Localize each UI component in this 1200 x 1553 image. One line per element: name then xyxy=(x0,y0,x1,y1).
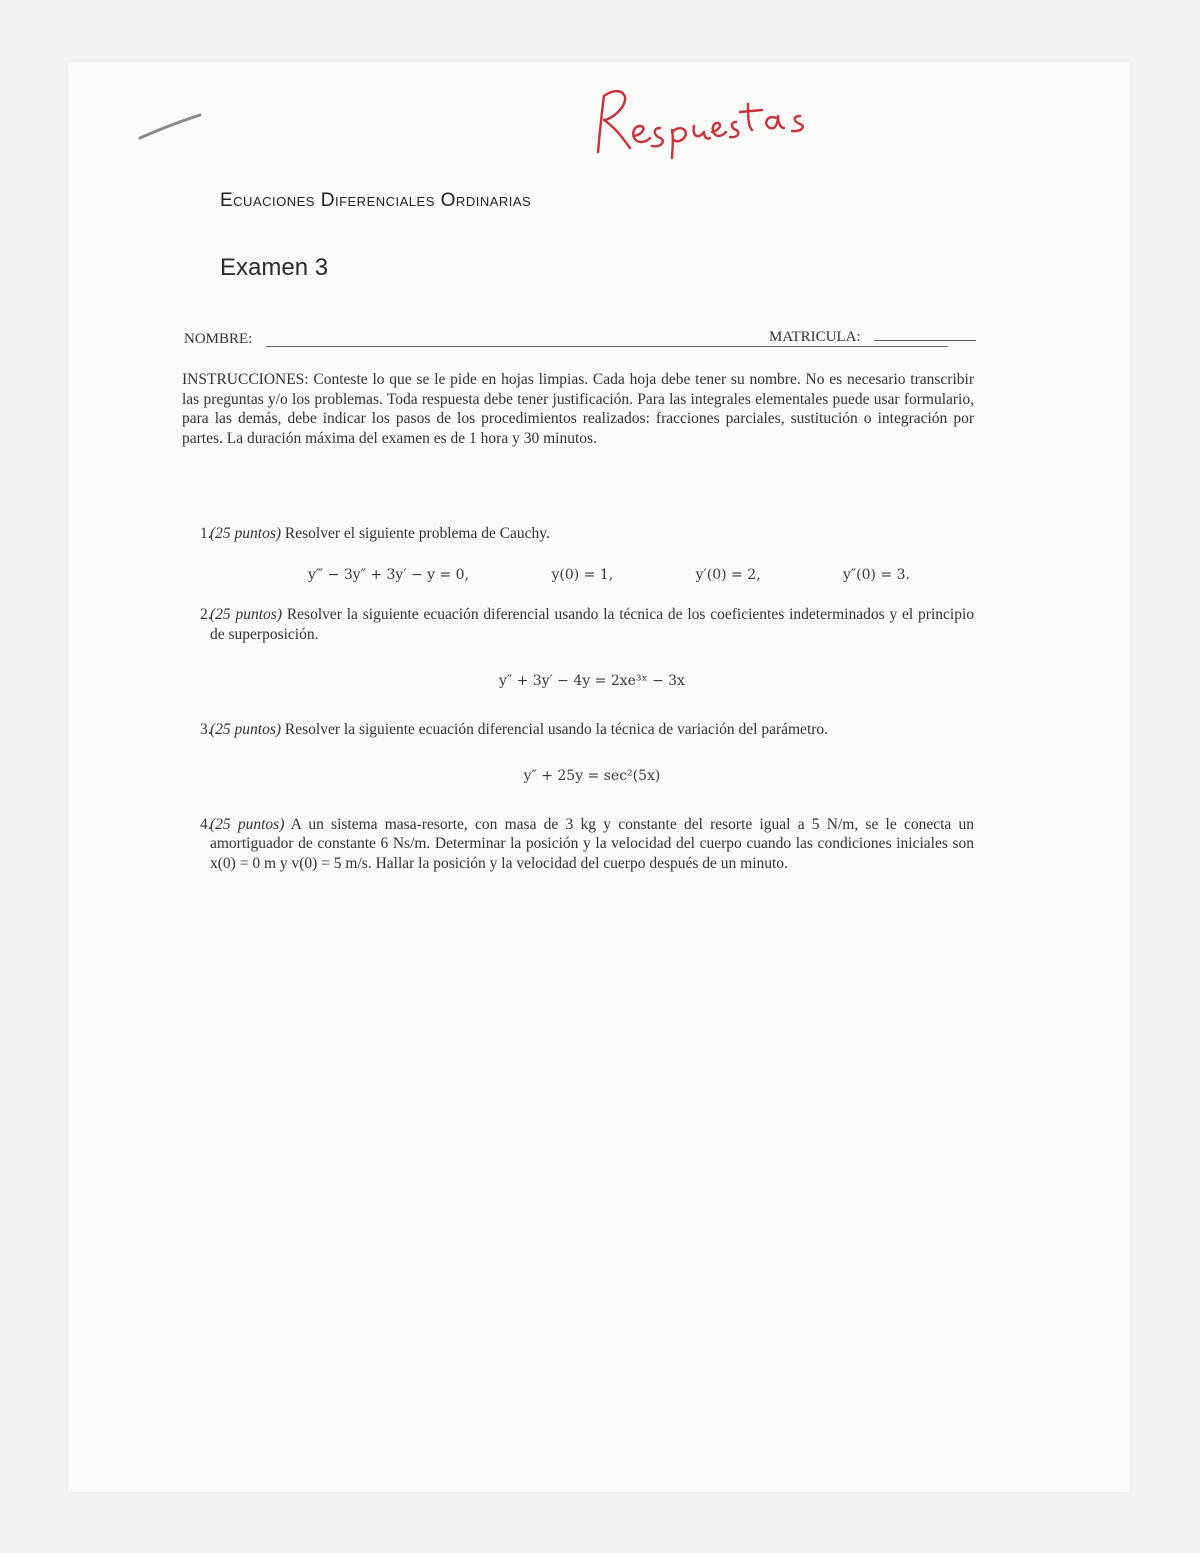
problem-points: (25 puntos) xyxy=(210,815,285,833)
student-fields-row xyxy=(184,328,976,352)
initial-condition-2: y′(0) = 2, xyxy=(695,566,761,583)
exam-title: Ecuaciones Diferenciales Ordinarias xyxy=(220,190,532,211)
problem-text: A un sistema masa-resorte, con masa de 3 kg y constante del resorte igual a 5 N/m, se le conecta un amortiguador de constante 6 Ns/m. Determinar la posición y la velocidad del cuerpo cuando las condiciones iniciales son x(0) = 0 m y v(0) = 5 m/s. Hallar la posición y la velocidad del cuerpo después de un minuto. xyxy=(210,815,974,872)
problem-3 xyxy=(184,720,974,787)
initial-condition-1: y(0) = 1, xyxy=(551,566,614,583)
problem-number: 1. xyxy=(200,525,212,542)
problem-4 xyxy=(184,815,974,874)
handwritten-respuestas xyxy=(590,60,830,160)
problem-number: 3. xyxy=(200,720,212,738)
instructions-paragraph: INSTRUCCIONES: Conteste lo que se le pide en hojas limpias. Cada hoja debe tener su nombre. No es necesario transcribir las preguntas y/o los problemas. Toda respuesta debe tener justificación. Para las integrales elementales puede usar formulario, para las demás, debe indicar los pasos de los procedimientos realizados: fracciones parciales, sustitución o integración por partes. La duración máxima del examen es de 1 hora y 30 minutos. xyxy=(182,371,974,447)
problem-points: (25 puntos) xyxy=(210,720,282,738)
matricula-blank-line xyxy=(874,340,976,341)
problem-1 xyxy=(184,524,974,585)
initial-condition-3: y″(0) = 3. xyxy=(843,566,910,583)
problem-text: Resolver la siguiente ecuación diferencial usando la técnica de variación del parámetro. xyxy=(284,720,829,738)
problem-3-equation: y″ + 25y = sec²(5x) xyxy=(523,768,661,784)
problem-points: (25 puntos) xyxy=(210,606,282,623)
cauchy-equations xyxy=(210,566,974,586)
exam-subtitle: Examen 3 xyxy=(220,254,329,281)
problem-list xyxy=(184,524,974,873)
problem-2-equation: y″ + 3y′ − 4y = 2xe³ˣ − 3x xyxy=(499,673,685,689)
name-blank-line xyxy=(266,346,948,347)
problem-2 xyxy=(184,605,974,692)
problem-text: Resolver la siguiente ecuación diferencial usando la técnica de los coeficientes indeterminados y el principio de superposición. xyxy=(210,606,974,643)
problem-number: 2. xyxy=(200,606,212,623)
problem-text: Resolver el siguiente problema de Cauchy. xyxy=(284,525,550,542)
problem-number: 4. xyxy=(200,815,212,833)
pencil-stroke-mark xyxy=(138,112,202,142)
equation-main: y‴ − 3y″ + 3y′ − y = 0, xyxy=(308,566,470,583)
name-label: NOMBRE: xyxy=(184,331,253,347)
problem-points: (25 puntos) xyxy=(210,525,282,542)
matricula-label: MATRICULA: xyxy=(769,329,861,345)
